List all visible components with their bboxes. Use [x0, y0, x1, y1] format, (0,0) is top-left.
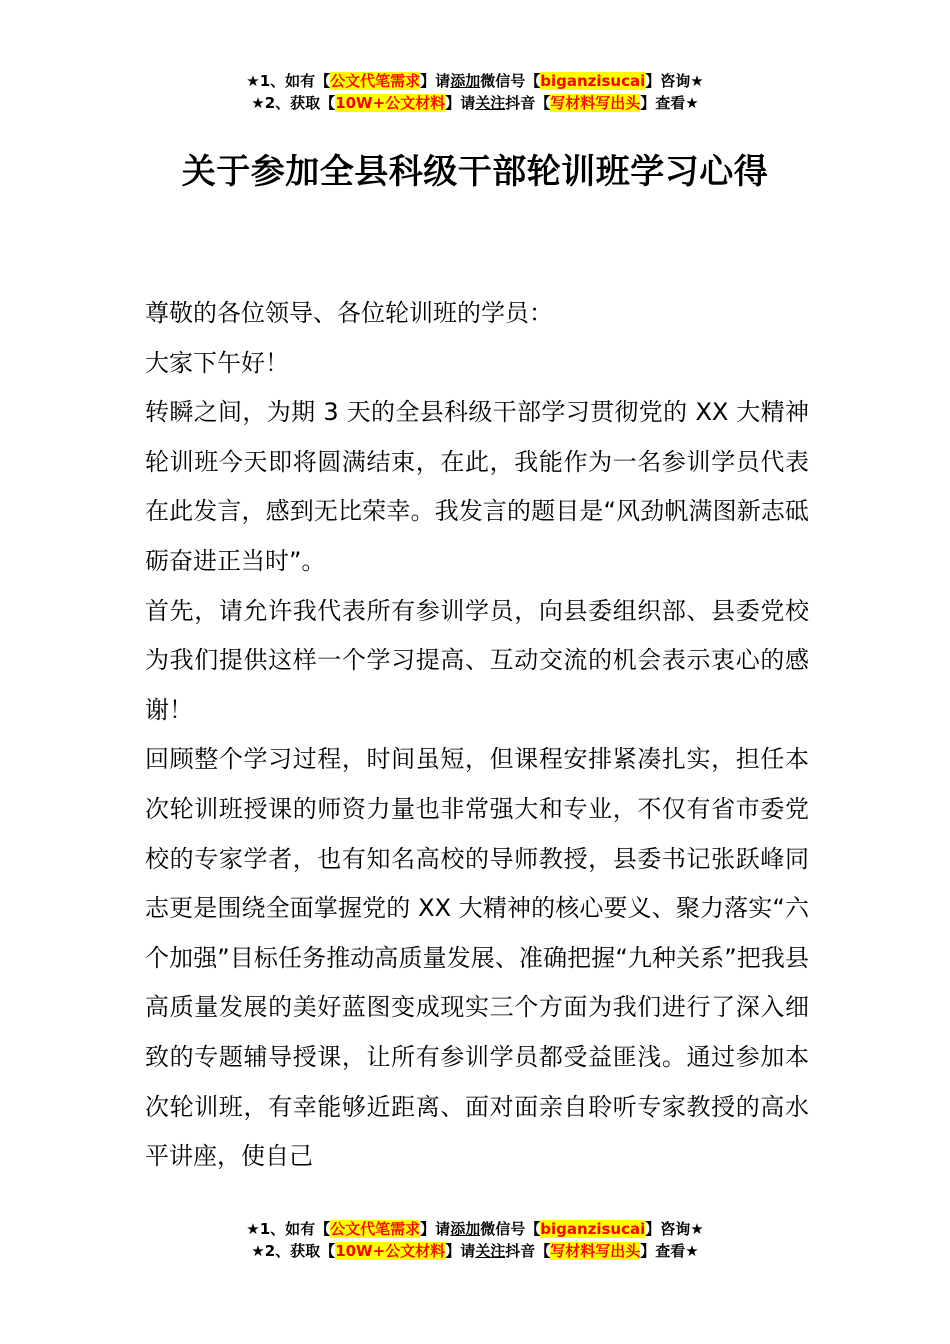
promo-text: 】查看★ — [640, 1242, 699, 1260]
promo-text: 抖音【 — [505, 1242, 551, 1260]
salutation: 尊敬的各位领导、各位轮训班的学员： — [145, 299, 553, 327]
document-title: 关于参加全县科级干部轮训班学习心得 — [181, 152, 769, 192]
promo-text: ★1、如有【 — [246, 1220, 331, 1238]
body-paragraph: 转瞬之间，为期 3 天的全县科级干部学习贯彻党的 XX 大精神轮训班今天即将圆满结束，在此，我能作为一名参训学员代表在此发言，感到无比荣幸。我发言的题目是“风劲帆满图新志砥砺奋进正当时”。 — [145, 398, 809, 575]
highlight-materials: 10W+公文材料 — [335, 1242, 446, 1260]
promo-text: 】请 — [420, 1220, 451, 1238]
promo-text: 】请 — [445, 1242, 476, 1260]
promo-banner-top — [0, 70, 950, 114]
promo-text: ★2、获取【 — [251, 94, 336, 112]
promo-line-1 — [0, 1218, 950, 1240]
greeting: 大家下午好！ — [145, 348, 289, 377]
promo-text: 】咨询★ — [645, 1220, 704, 1238]
underlined-word: 添加 — [450, 1220, 481, 1238]
promo-line-1 — [0, 70, 950, 92]
promo-text: ★1、如有【 — [246, 72, 331, 90]
promo-text: 】咨询★ — [645, 72, 704, 90]
highlight-service: 公文代笔需求 — [330, 72, 421, 90]
highlight-douyin-account: 写材料写出头 — [550, 1242, 641, 1260]
highlight-service: 公文代笔需求 — [330, 1220, 421, 1238]
document-body — [145, 289, 809, 1182]
promo-text: 】请 — [445, 94, 476, 112]
promo-text: 】请 — [420, 72, 451, 90]
promo-text: 微信号【 — [480, 1220, 541, 1238]
promo-text: 抖音【 — [505, 94, 551, 112]
promo-text: 】查看★ — [640, 94, 699, 112]
highlight-materials: 10W+公文材料 — [335, 94, 446, 112]
underlined-word: 添加 — [450, 72, 481, 90]
promo-text: ★2、获取【 — [251, 1242, 336, 1260]
promo-banner-bottom — [0, 1218, 950, 1262]
underlined-word: 关注 — [475, 94, 506, 112]
highlight-wechat-id: biganzisucai — [540, 1220, 646, 1238]
body-paragraph: 回顾整个学习过程，时间虽短，但课程安排紧凑扎实，担任本次轮训班授课的师资力量也非常强大和专业，不仅有省市委党校的专家学者，也有知名高校的导师教授，县委书记张跃峰同志更是围绕全面掌握党的 XX 大精神的核心要义、聚力落实“六个加强”目标任务推动高质量发展、准确把握“九种关系”把我县高质量发展的美好蓝图变成现实三个方面为我们进行了深入细致的专题辅导授课，让所有参训学员都受益匪浅。通过参加本次轮训班，有幸能够近距离、面对面亲自聆听专家教授的高水平讲座，使自己 — [145, 745, 809, 1171]
highlight-wechat-id: biganzisucai — [540, 72, 646, 90]
body-paragraph: 首先，请允许我代表所有参训学员，向县委组织部、县委党校为我们提供这样一个学习提高、互动交流的机会表示衷心的感谢！ — [145, 596, 809, 724]
highlight-douyin-account: 写材料写出头 — [550, 94, 641, 112]
promo-line-2 — [0, 92, 950, 114]
promo-text: 微信号【 — [480, 72, 541, 90]
underlined-word: 关注 — [475, 1242, 506, 1260]
promo-line-2 — [0, 1240, 950, 1262]
